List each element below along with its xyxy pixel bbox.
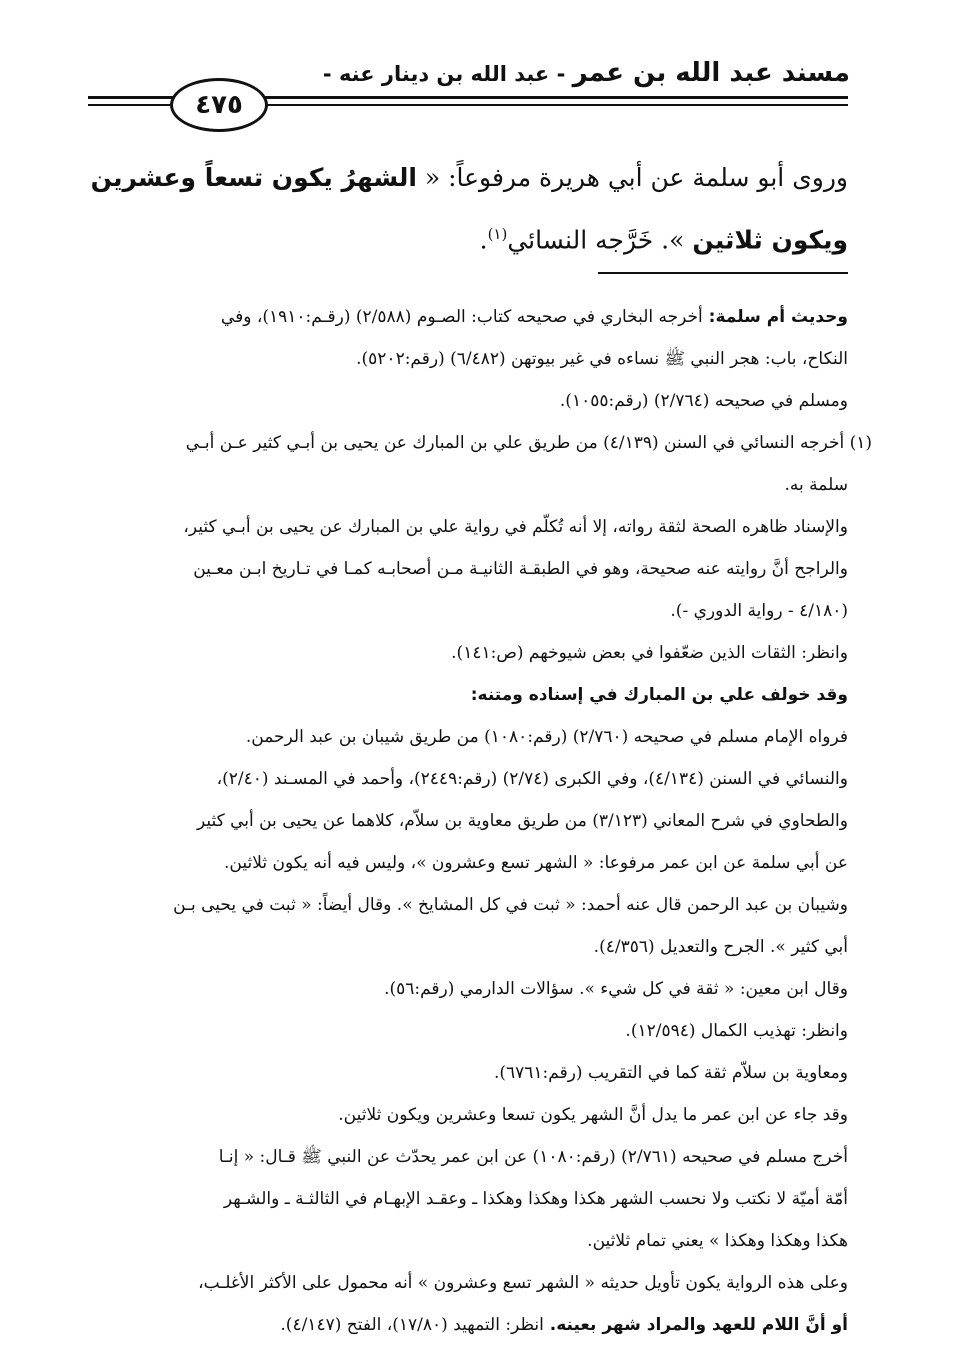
footnote-line [82, 464, 848, 506]
footnote-line-text: أخرجه البخاري في صحيحه كتاب: الصـوم (٢/٥٨٨) (رقـم:١٩١٠)، وفي [220, 307, 703, 327]
footnote-line-text: ومسلم في صحيحه (٢/٧٦٤) (رقم:١٠٥٥). [559, 391, 848, 411]
footnote-line-text: انظر: التمهيد (١٧/٨٠)، الفتح (٤/١٤٧). [280, 1315, 544, 1335]
footnote-line-bold: وقد خولف علي بن المبارك في إسناده ومتنه: [470, 685, 848, 705]
footnote-line-text: سلمة به. [784, 475, 848, 495]
footnote-line [82, 716, 848, 758]
footnote-line-bold: وحديث أم سلمة: [702, 307, 848, 327]
footnote-line [82, 1094, 848, 1136]
page-number-badge [170, 78, 268, 132]
footnote-line-text: وانظر: الثقات الذين ضعّفوا في بعض شيوخهم (ص:١٤١). [451, 643, 848, 663]
footnote-line [82, 1178, 848, 1220]
footnote-line [82, 338, 848, 380]
footnote-line-text: ومعاوية بن سلاّم ثقة كما في التقريب (رقم:٦٧٦١). [493, 1063, 848, 1083]
footnote-line-text: أبي كثير ». الجرح والتعديل (٤/٣٥٦). [593, 937, 848, 957]
footnote-line [82, 758, 848, 800]
page-number: ٤٧٥ [195, 90, 243, 120]
footnote-line [82, 1136, 848, 1178]
footnote-separator [598, 272, 848, 274]
main-text-bold-2: ويكون ثلاثين [692, 225, 848, 255]
footnote-line-text: والنسائي في السنن (٤/١٣٤)، وفي الكبرى (٢/٧٤) (رقم:٢٤٤٩)، وأحمد في المسـند (٢/٤٠)، [216, 769, 848, 789]
footnote-line-text: وقد جاء عن ابن عمر ما يدل أنَّ الشهر يكون تسعا وعشرين ويكون ثلاثين. [338, 1105, 848, 1125]
footnote-line-text: والطحاوي في شرح المعاني (٣/١٢٣) من طريق معاوية بن سلاّم، كلاهما عن يحيى بن أبي كثير [196, 811, 848, 831]
footnote-line [82, 590, 848, 632]
footnote-line [82, 1304, 848, 1346]
footnote-line [82, 380, 848, 422]
main-text-end: . [479, 225, 488, 255]
footnote-line [82, 506, 848, 548]
main-text-plain-1: وروى أبو سلمة عن أبي هريرة مرفوعاً: « [416, 163, 848, 192]
footnote-line-text: فرواه الإمام مسلم في صحيحه (٢/٧٦٠) (رقم:١٠٨٠) من طريق شيبان بن عبد الرحمن. [245, 727, 848, 747]
footnote-line [82, 842, 848, 884]
main-text-line-1 [88, 150, 848, 206]
footnote-reference: (١) [487, 225, 508, 243]
footnote-line-text: أخرج مسلم في صحيحه (٢/٧٦١) (رقم:١٠٨٠) عن ابن عمر يحدّث عن النبي ﷺ قـال: « إنـا [218, 1147, 848, 1167]
footnote-line [82, 884, 848, 926]
footnote-line [82, 800, 848, 842]
running-title: مسند عبد الله بن عمر [572, 58, 850, 88]
footnotes [82, 296, 872, 1346]
footnote-line-text: النكاح، باب: هجر النبي ﷺ نساءه في غير بيوتهن (٦/٤٨٢) (رقم:٥٢٠٢). [356, 349, 848, 369]
footnote-line [82, 548, 848, 590]
running-subtitle: - عبد الله بن دينار عنه - [322, 62, 573, 86]
footnote-line [82, 926, 848, 968]
main-text [88, 150, 848, 268]
footnote-line-text: وانظر: تهذيب الكمال (١٢/٥٩٤). [625, 1021, 848, 1041]
footnote-line-text: هكذا وهكذا وهكذا » يعني تمام ثلاثين. [587, 1231, 848, 1251]
footnote-line-text: (١) أخرجه النسائي في السنن (٤/١٣٩) من طريق علي بن المبارك عن يحيى بن أبـي كثير عـن أبـي [185, 433, 872, 453]
footnote-line-text: وشيبان بن عبد الرحمن قال عنه أحمد: « ثبت في كل المشايخ ». وقال أيضاً: « ثبت في يحيى بـن [173, 895, 848, 915]
footnote-line-text: وقال ابن معين: « ثقة في كل شيء ». سؤالات الدارمي (رقم:٥٦). [384, 979, 848, 999]
footnote-line-text: عن أبي سلمة عن ابن عمر مرفوعا: « الشهر تسع وعشرون »، وليس فيه أنه يكون ثلاثين. [224, 853, 848, 873]
footnote-line [82, 1052, 848, 1094]
footnote-line [82, 632, 848, 674]
footnote-line-text: (٤/١٨٠ - رواية الدوري -). [670, 601, 848, 621]
main-text-line-2 [88, 206, 848, 268]
main-text-bold-1: الشهرُ يكون تسعاً وعشرين [90, 163, 417, 192]
main-text-plain-2: ». خَرَّجه النسائي [507, 225, 693, 255]
footnote-line [82, 1220, 848, 1262]
footnote-line-text: والراجح أنَّ روايته عنه صحيحة، وهو في الطبقـة الثانيـة مـن أصحابـه كمـا في تـاريخ ابـن معـين [193, 559, 848, 579]
footnote-line-bold: أو أنَّ اللام للعهد والمراد شهر بعينه. [543, 1315, 848, 1335]
footnote-line-text: أمّة أميّة لا نكتب ولا نحسب الشهر هكذا وهكذا وهكذا ـ وعقـد الإبهـام في الثالثـة ـ والشـهر [223, 1189, 848, 1209]
footnote-line-text: والإسناد ظاهره الصحة لثقة رواته، إلا أنه تُكلّم في رواية علي بن المبارك عن يحيى بن أبـي كثير، [183, 517, 848, 537]
footnote-line [82, 1262, 848, 1304]
footnote-line-text: وعلى هذه الرواية يكون تأويل حديثه « الشهر تسع وعشرون » أنه محمول على الأكثر الأغلـب، [198, 1273, 848, 1293]
footnote-line [82, 1010, 848, 1052]
footnote-line [82, 674, 848, 716]
footnote-line [82, 422, 872, 464]
footnote-line [82, 296, 848, 338]
footnote-line [82, 968, 848, 1010]
